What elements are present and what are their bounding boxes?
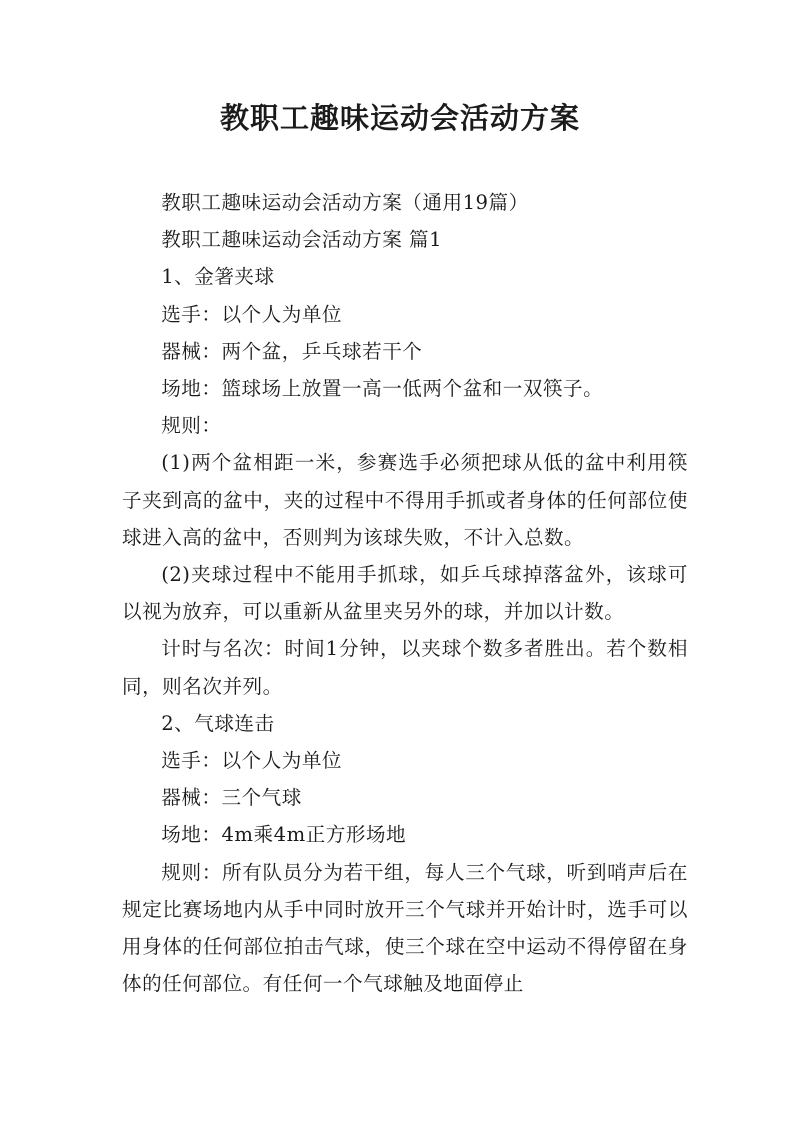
paragraph: (1)两个盆相距一米，参赛选手必须把球从低的盆中利用筷子夹到高的盆中，夹的过程中不得用手抓或者身体的任何部位使球进入高的盆中，否则判为该球失败，不计入总数。 <box>122 451 688 549</box>
document-body <box>122 184 688 1002</box>
paragraph: 规则：所有队员分为若干组，每人三个气球，听到哨声后在规定比赛场地内从手中同时放开三个气球并开始计时，选手可以用身体的任何部位拍击气球，使三个球在空中运动不得停留在身体的任何部位。有任何一个气球触及地面停止 <box>122 860 688 996</box>
paragraph: 教职工趣味运动会活动方案（通用19篇） <box>161 191 529 214</box>
paragraph: 2、气球连击 <box>161 711 275 735</box>
paragraph: 计时与名次：时间1分钟，以夹球个数多者胜出。若个数相同，则名次并列。 <box>122 637 688 698</box>
paragraph: 1、金箸夹球 <box>161 265 275 289</box>
paragraph: 选手：以个人为单位 <box>161 749 343 773</box>
paragraph: 器械：三个气球 <box>161 786 302 810</box>
paragraph: 选手：以个人为单位 <box>161 302 343 326</box>
document-title: 教职工趣味运动会活动方案 <box>219 101 580 135</box>
paragraph: 规则： <box>161 414 222 438</box>
paragraph: 场地：篮球场上放置一高一低两个盆和一双筷子。 <box>161 377 604 401</box>
paragraph: (2)夹球过程中不能用手抓球，如乒乓球掉落盆外，该球可以视为放弃，可以重新从盆里夹另外的球，并加以计数。 <box>122 563 688 624</box>
paragraph: 器械：两个盆，乒乓球若干个 <box>161 339 423 363</box>
paragraph: 教职工趣味运动会活动方案 篇1 <box>161 228 443 252</box>
paragraph: 场地：4m乘4m正方形场地 <box>161 823 407 847</box>
